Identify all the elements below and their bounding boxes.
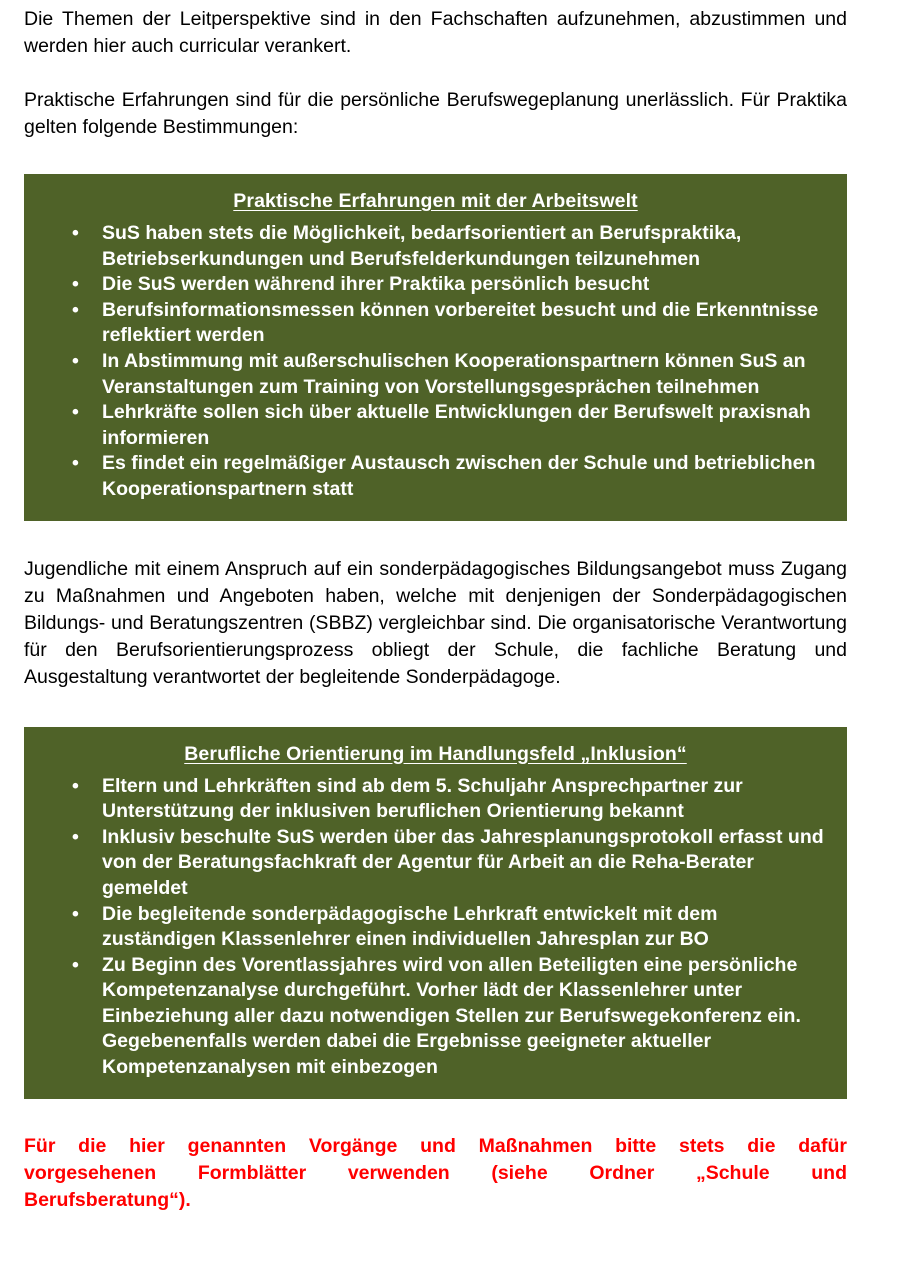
list-item bbox=[46, 451, 825, 502]
list-item bbox=[46, 400, 825, 451]
red-notice-word: stets bbox=[679, 1134, 725, 1157]
red-notice-line-3: Berufsberatung“). bbox=[24, 1188, 191, 1211]
bullet-icon: • bbox=[72, 825, 79, 848]
bullet-icon: • bbox=[72, 452, 79, 475]
callout-box-arbeitswelt bbox=[24, 174, 847, 521]
list-item bbox=[46, 774, 825, 825]
bullet-icon: • bbox=[72, 902, 79, 925]
middle-paragraph: Jugendliche mit einem Anspruch auf ein sonderpädagogisches Bildungsangebot muss Zugang zu Maßnahmen und Angeboten haben, welche mit denjenigen der Sonderpädagogischen Bildungs- und Beratungszentren (SBBZ) vergleichbar sind. Die organisatorische Verantwortung für den Berufsorientierungsprozess obliegt der Schule, die fachliche Beratung und Ausgestaltung verantwortet der begleitende Sonderpädagoge. bbox=[24, 557, 847, 688]
red-notice-word: hier bbox=[129, 1134, 165, 1157]
list-item bbox=[46, 298, 825, 349]
list-item-text: Zu Beginn des Vorentlassjahres wird von allen Beteiligten eine persönliche Kompetenzanalyse durchgeführt. Vorher lädt der Klassenlehrer unter Einbeziehung aller dazu notwendigen Stellen zur Berufswegekonferenz ein. Gegebenenfalls werden dabei die Ergebnisse geeigneter aktueller Kompetenzanalysen mit einbezogen bbox=[102, 953, 801, 1079]
red-notice-word: vorgesehenen bbox=[24, 1161, 157, 1184]
list-item bbox=[46, 953, 825, 1081]
bullet-icon: • bbox=[72, 298, 79, 321]
paragraph-spacer bbox=[24, 60, 847, 87]
bullet-icon: • bbox=[72, 953, 79, 976]
callout-title-inklusion: Berufliche Orientierung im Handlungsfeld „Inklusion“ bbox=[184, 742, 687, 765]
red-notice-word: Maßnahmen bbox=[478, 1134, 593, 1157]
red-notice-word: genannten bbox=[187, 1134, 287, 1157]
red-notice-word: und bbox=[420, 1134, 456, 1157]
bullet-icon: • bbox=[72, 273, 79, 296]
callout-list-arbeitswelt bbox=[46, 221, 825, 503]
bullet-icon: • bbox=[72, 349, 79, 372]
list-item bbox=[46, 349, 825, 400]
list-item-text: In Abstimmung mit außerschulischen Kooperationspartnern können SuS an Veranstaltungen zum Training von Vorstellungsgesprächen teilnehmen bbox=[102, 349, 806, 398]
callout-box-inklusion bbox=[24, 727, 847, 1099]
bullet-icon: • bbox=[72, 401, 79, 424]
bullet-icon: • bbox=[72, 222, 79, 244]
red-notice-word: Für bbox=[24, 1134, 56, 1157]
callout-title-arbeitswelt: Praktische Erfahrungen mit der Arbeitswelt bbox=[233, 190, 638, 212]
list-item bbox=[46, 221, 825, 272]
red-notice-word: verwenden bbox=[347, 1161, 450, 1184]
list-item bbox=[46, 825, 825, 902]
list-item-text: Die SuS werden während ihrer Praktika persönlich besucht bbox=[102, 273, 650, 296]
callout-list-inklusion bbox=[46, 774, 825, 1081]
intro-paragraph-2: Praktische Erfahrungen sind für die persönliche Berufswegeplanung unerlässlich. Für Praktika gelten folgende Bestimmungen: bbox=[24, 89, 847, 138]
red-notice-word: Ordner bbox=[589, 1161, 655, 1184]
list-item-text: Die begleitende sonderpädagogische Lehrkraft entwickelt mit dem zuständigen Klassenlehrer einen individuellen Jahresplan zur BO bbox=[102, 902, 718, 951]
list-item-text: Es findet ein regelmäßiger Austausch zwischen der Schule und betrieblichen Kooperationspartnern statt bbox=[102, 452, 816, 500]
list-item bbox=[46, 902, 825, 953]
red-notice-word: Formblätter bbox=[197, 1161, 307, 1184]
list-item-text: SuS haben stets die Möglichkeit, bedarfsorientiert an Berufspraktika, Betriebserkundungen und Berufsfelderkundungen teilzunehmen bbox=[102, 222, 742, 270]
red-notice-word: die bbox=[747, 1134, 776, 1157]
red-notice-word: bitte bbox=[615, 1134, 657, 1157]
red-notice bbox=[24, 1133, 847, 1214]
list-item bbox=[46, 272, 825, 298]
red-notice-line-2 bbox=[24, 1160, 847, 1187]
bullet-icon: • bbox=[72, 774, 79, 797]
red-notice-word: „Schule bbox=[695, 1161, 770, 1184]
intro-paragraph-1: Die Themen der Leitperspektive sind in den Fachschaften aufzunehmen, abzustimmen und werden hier auch curricular verankert. bbox=[24, 8, 847, 57]
red-notice-word: Vorgänge bbox=[308, 1134, 398, 1157]
red-notice-line-1 bbox=[24, 1133, 847, 1160]
red-notice-word: und bbox=[811, 1161, 847, 1184]
list-item-text: Berufsinformationsmessen können vorbereitet besucht und die Erkenntnisse reflektiert werden bbox=[102, 298, 819, 347]
list-item-text: Inklusiv beschulte SuS werden über das Jahresplanungsprotokoll erfasst und von der Beratungsfachkraft der Agentur für Arbeit an die Reha-Berater gemeldet bbox=[102, 825, 824, 899]
red-notice-word: dafür bbox=[798, 1134, 847, 1157]
red-notice-word: (siehe bbox=[491, 1161, 548, 1184]
red-notice-word: die bbox=[78, 1134, 107, 1157]
list-item-text: Eltern und Lehrkräften sind ab dem 5. Schuljahr Ansprechpartner zur Unterstützung der inklusiven beruflichen Orientierung bekannt bbox=[102, 774, 743, 823]
list-item-text: Lehrkräfte sollen sich über aktuelle Entwicklungen der Berufswelt praxisnah informieren bbox=[102, 401, 811, 449]
